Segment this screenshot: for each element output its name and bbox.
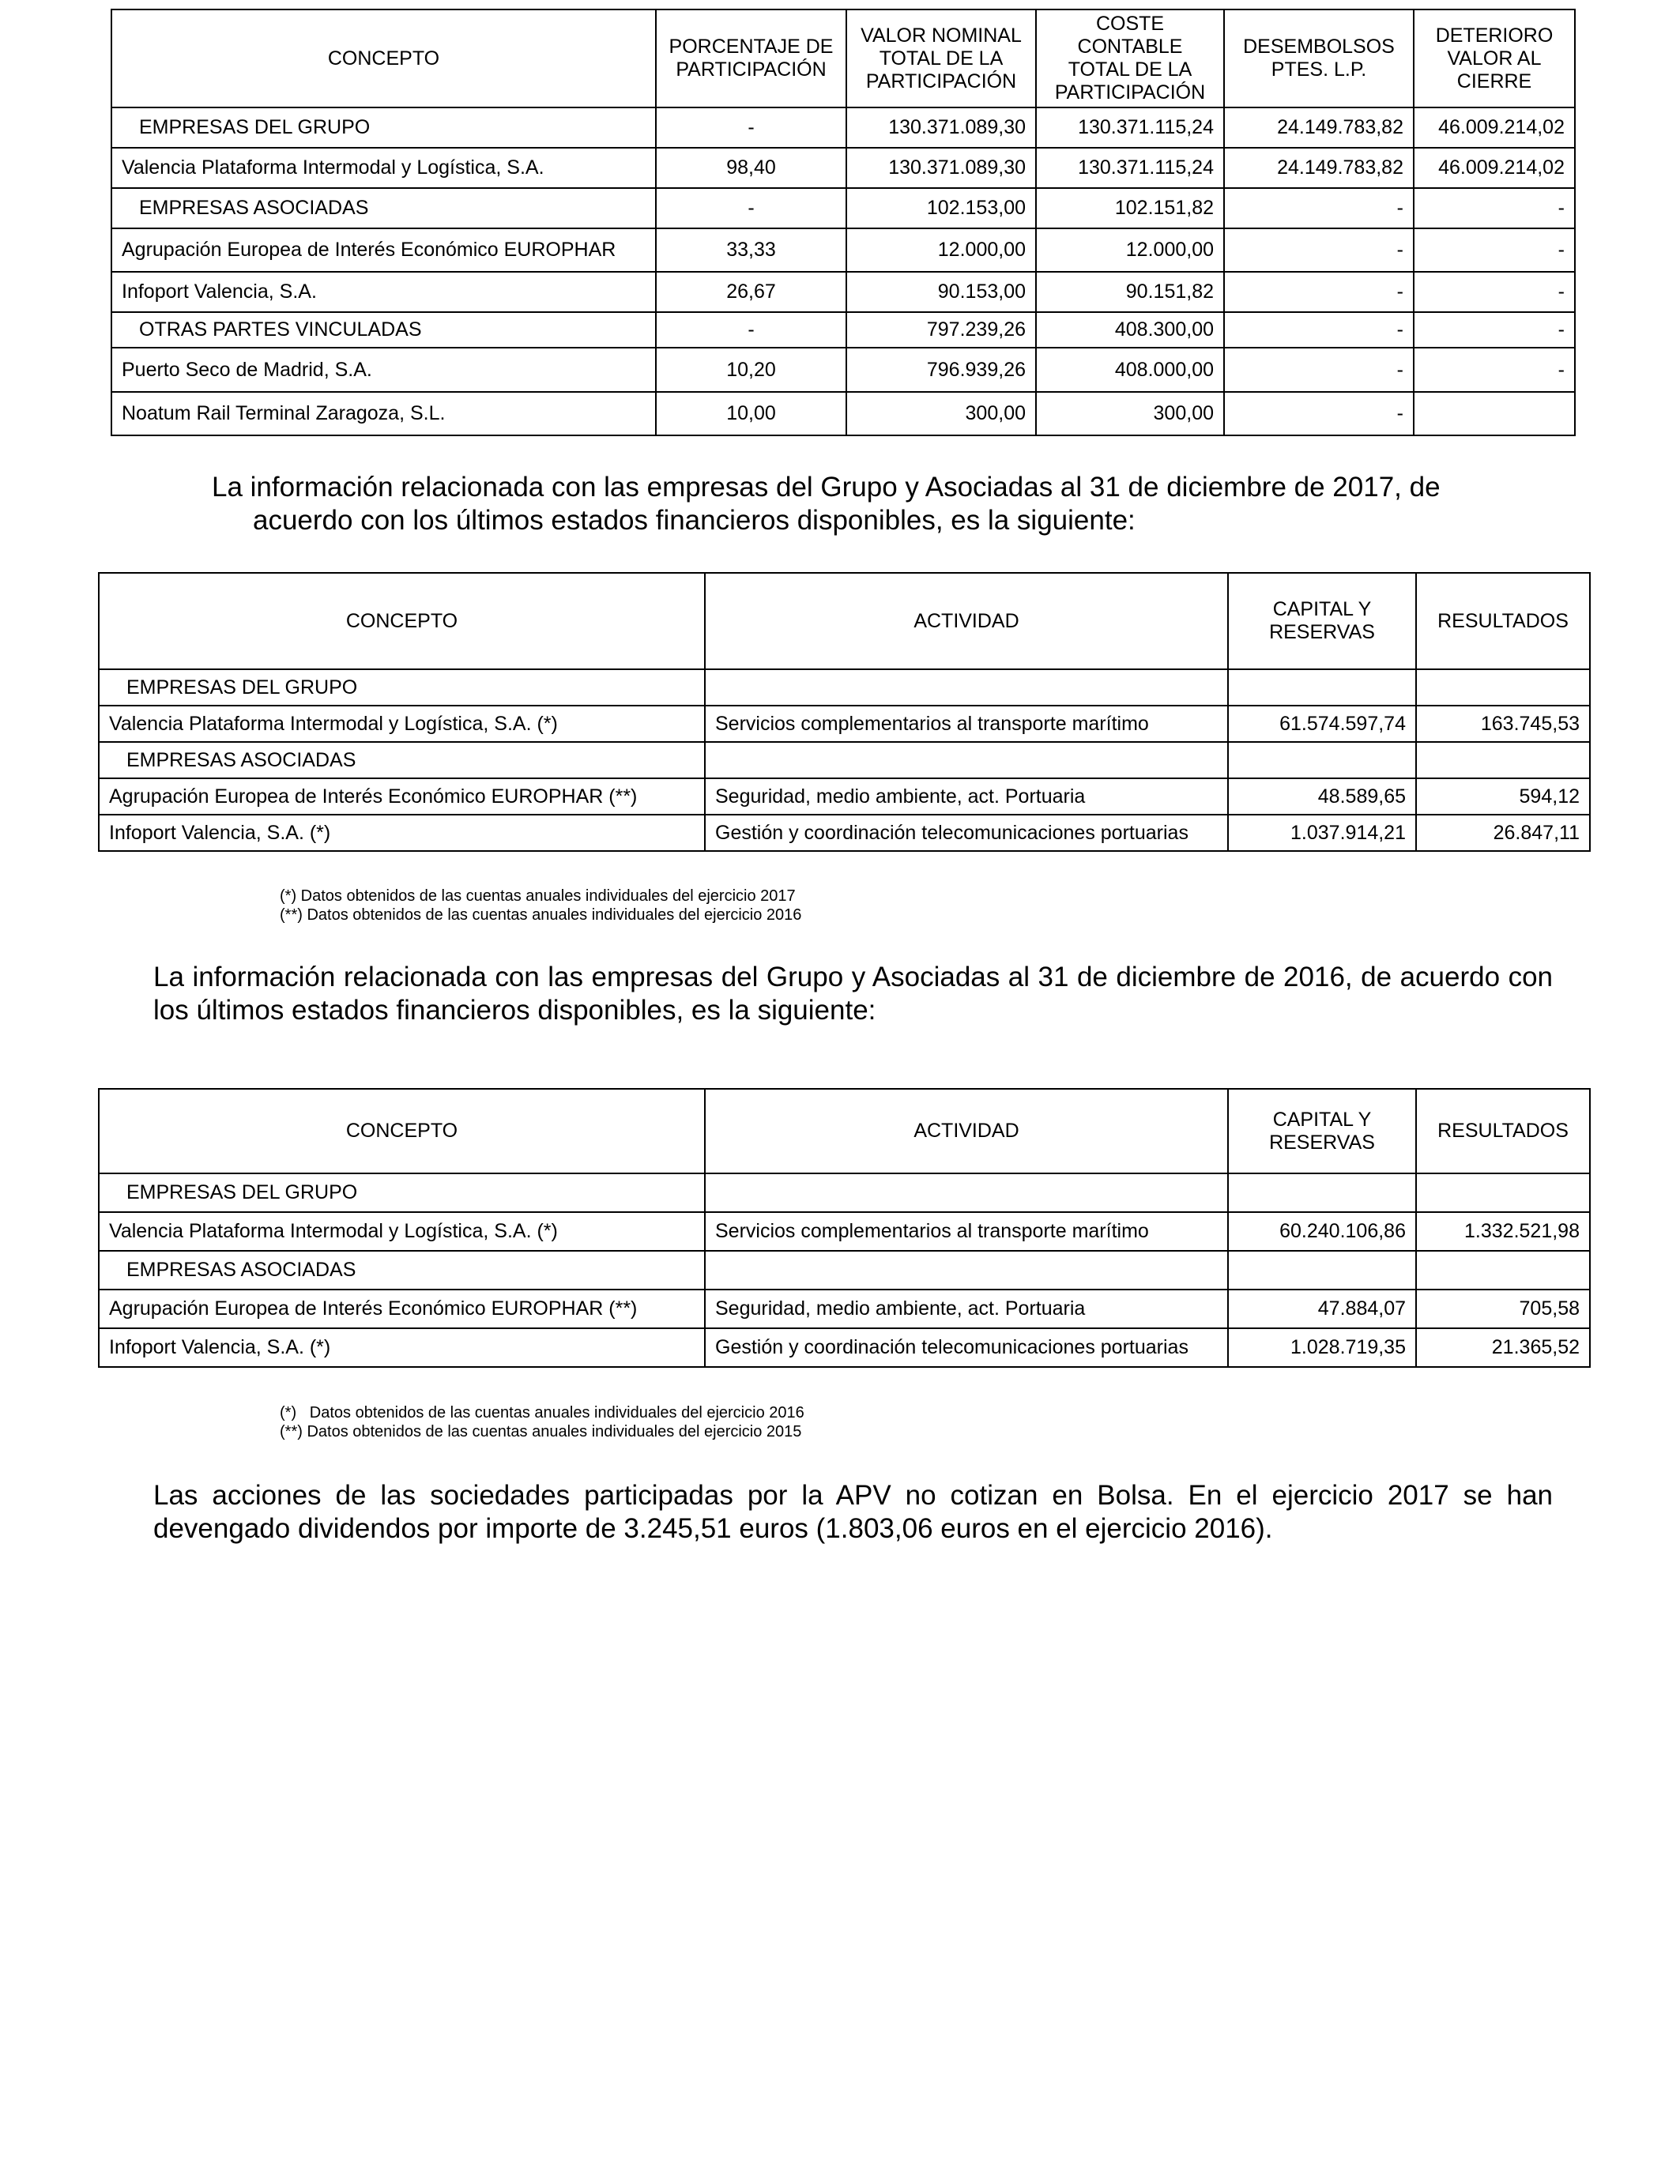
table-row bbox=[111, 312, 1575, 348]
cell-capital: 60.240.106,86 bbox=[1228, 1212, 1416, 1251]
cell-nominal: 130.371.089,30 bbox=[846, 107, 1036, 148]
intro-2016-paragraph: La información relacionada con las empresas del Grupo y Asociadas al 31 de diciembre de 2016, de acuerdo con los últimos estados financieros disponibles, es la siguiente: bbox=[153, 962, 1553, 1026]
cell-concepto: EMPRESAS DEL GRUPO bbox=[99, 1173, 705, 1212]
cell-actividad: Servicios complementarios al transporte marítimo bbox=[705, 1212, 1228, 1251]
cell-pct: 98,40 bbox=[656, 148, 846, 188]
empresas-2016-table bbox=[98, 1088, 1591, 1368]
cell-desembolsos: 24.149.783,82 bbox=[1224, 148, 1414, 188]
cell-concepto: Agrupación Europea de Interés Económico EUROPHAR bbox=[111, 228, 656, 272]
header-valor-nominal: VALOR NOMINAL TOTAL DE LA PARTICIPACIÓN bbox=[846, 9, 1036, 107]
header-capital-reservas: CAPITAL Y RESERVAS bbox=[1228, 573, 1416, 669]
table-row bbox=[111, 148, 1575, 188]
cell-nominal: 796.939,26 bbox=[846, 348, 1036, 392]
cell-nominal: 12.000,00 bbox=[846, 228, 1036, 272]
table-row bbox=[99, 1212, 1590, 1251]
cell-deterioro: - bbox=[1414, 312, 1575, 348]
cell-desembolsos: - bbox=[1224, 228, 1414, 272]
empresas-2017-table bbox=[98, 572, 1591, 852]
cell-concepto: EMPRESAS ASOCIADAS bbox=[111, 188, 656, 228]
cell-capital: 1.028.719,35 bbox=[1228, 1328, 1416, 1367]
cell-desembolsos: - bbox=[1224, 348, 1414, 392]
table-row bbox=[99, 706, 1590, 742]
cell-deterioro: 46.009.214,02 bbox=[1414, 148, 1575, 188]
header-resultados: RESULTADOS bbox=[1416, 1089, 1590, 1173]
header-desembolsos: DESEMBOLSOS PTES. L.P. bbox=[1224, 9, 1414, 107]
table-row bbox=[111, 188, 1575, 228]
header-actividad: ACTIVIDAD bbox=[705, 1089, 1228, 1173]
cell-concepto: EMPRESAS ASOCIADAS bbox=[99, 1251, 705, 1290]
cell-deterioro: - bbox=[1414, 272, 1575, 312]
cell-actividad: Seguridad, medio ambiente, act. Portuaria bbox=[705, 1290, 1228, 1328]
header-actividad: ACTIVIDAD bbox=[705, 573, 1228, 669]
cell-coste: 130.371.115,24 bbox=[1036, 107, 1224, 148]
cell-pct: - bbox=[656, 188, 846, 228]
cell-concepto: Infoport Valencia, S.A. (*) bbox=[99, 815, 705, 851]
table-row bbox=[99, 1173, 1590, 1212]
cell-concepto: Agrupación Europea de Interés Económico EUROPHAR (**) bbox=[99, 778, 705, 815]
cell-resultados: 21.365,52 bbox=[1416, 1328, 1590, 1367]
cell-pct: - bbox=[656, 107, 846, 148]
cell-concepto: EMPRESAS DEL GRUPO bbox=[111, 107, 656, 148]
intro-2017-line-1: La información relacionada con las empresas del Grupo y Asociadas al 31 de diciembre de 2017, de bbox=[212, 472, 1441, 503]
cell-pct: - bbox=[656, 312, 846, 348]
cell-resultados bbox=[1416, 1173, 1590, 1212]
cell-coste: 300,00 bbox=[1036, 392, 1224, 435]
cell-desembolsos: 24.149.783,82 bbox=[1224, 107, 1414, 148]
header-concepto: CONCEPTO bbox=[99, 573, 705, 669]
table-row bbox=[111, 392, 1575, 435]
cell-resultados: 163.745,53 bbox=[1416, 706, 1590, 742]
cell-concepto: OTRAS PARTES VINCULADAS bbox=[111, 312, 656, 348]
cell-nominal: 90.153,00 bbox=[846, 272, 1036, 312]
table-row bbox=[99, 742, 1590, 778]
table-row bbox=[111, 107, 1575, 148]
cell-nominal: 797.239,26 bbox=[846, 312, 1036, 348]
cell-actividad: Seguridad, medio ambiente, act. Portuaria bbox=[705, 778, 1228, 815]
table-row bbox=[111, 228, 1575, 272]
cell-resultados bbox=[1416, 1251, 1590, 1290]
cell-actividad bbox=[705, 669, 1228, 706]
cell-pct: 33,33 bbox=[656, 228, 846, 272]
footnote-double-asterisk: (**) Datos obtenidos de las cuentas anuales individuales del ejercicio 2015 bbox=[280, 1423, 802, 1440]
cell-actividad: Servicios complementarios al transporte marítimo bbox=[705, 706, 1228, 742]
table-row bbox=[99, 1251, 1590, 1290]
cell-desembolsos: - bbox=[1224, 312, 1414, 348]
cell-concepto: Valencia Plataforma Intermodal y Logística, S.A. bbox=[111, 148, 656, 188]
cell-nominal: 102.153,00 bbox=[846, 188, 1036, 228]
cell-capital: 1.037.914,21 bbox=[1228, 815, 1416, 851]
cell-concepto: Infoport Valencia, S.A. bbox=[111, 272, 656, 312]
header-resultados: RESULTADOS bbox=[1416, 573, 1590, 669]
table-header-row bbox=[111, 9, 1575, 107]
cell-pct: 26,67 bbox=[656, 272, 846, 312]
footnote-double-asterisk: (**) Datos obtenidos de las cuentas anuales individuales del ejercicio 2016 bbox=[280, 906, 802, 924]
cell-concepto: Puerto Seco de Madrid, S.A. bbox=[111, 348, 656, 392]
table-row bbox=[111, 348, 1575, 392]
cell-actividad bbox=[705, 742, 1228, 778]
cell-deterioro: 46.009.214,02 bbox=[1414, 107, 1575, 148]
header-concepto: CONCEPTO bbox=[99, 1089, 705, 1173]
header-deterioro: DETERIORO VALOR AL CIERRE bbox=[1414, 9, 1575, 107]
cell-coste: 408.000,00 bbox=[1036, 348, 1224, 392]
footnote-single-asterisk: (*) Datos obtenidos de las cuentas anuales individuales del ejercicio 2016 bbox=[280, 1404, 804, 1421]
table-row bbox=[99, 669, 1590, 706]
cell-desembolsos: - bbox=[1224, 188, 1414, 228]
cell-concepto: EMPRESAS DEL GRUPO bbox=[99, 669, 705, 706]
cell-concepto: Valencia Plataforma Intermodal y Logística, S.A. (*) bbox=[99, 706, 705, 742]
cell-nominal: 300,00 bbox=[846, 392, 1036, 435]
cell-actividad bbox=[705, 1251, 1228, 1290]
cell-actividad: Gestión y coordinación telecomunicaciones portuarias bbox=[705, 815, 1228, 851]
participaciones-table bbox=[111, 9, 1576, 436]
cell-pct: 10,20 bbox=[656, 348, 846, 392]
cell-coste: 408.300,00 bbox=[1036, 312, 1224, 348]
cell-deterioro: - bbox=[1414, 188, 1575, 228]
cell-actividad: Gestión y coordinación telecomunicaciones portuarias bbox=[705, 1328, 1228, 1367]
intro-2017-line-2: acuerdo con los últimos estados financieros disponibles, es la siguiente: bbox=[253, 505, 1136, 536]
cell-resultados: 705,58 bbox=[1416, 1290, 1590, 1328]
dividendos-paragraph: Las acciones de las sociedades participadas por la APV no cotizan en Bolsa. En el ejercicio 2017 se han devengado dividendos por importe de 3.245,51 euros (1.803,06 euros en el ejercicio 2016). bbox=[153, 1480, 1553, 1544]
cell-resultados: 26.847,11 bbox=[1416, 815, 1590, 851]
cell-coste: 12.000,00 bbox=[1036, 228, 1224, 272]
table-row bbox=[111, 272, 1575, 312]
cell-capital bbox=[1228, 1173, 1416, 1212]
cell-resultados: 594,12 bbox=[1416, 778, 1590, 815]
footnotes-2017 bbox=[280, 887, 801, 924]
cell-deterioro: - bbox=[1414, 228, 1575, 272]
table-header-row bbox=[99, 573, 1590, 669]
header-porcentaje: PORCENTAJE DE PARTICIPACIÓN bbox=[656, 9, 846, 107]
table-row bbox=[99, 1290, 1590, 1328]
table-row bbox=[99, 778, 1590, 815]
cell-concepto: Agrupación Europea de Interés Económico EUROPHAR (**) bbox=[99, 1290, 705, 1328]
header-coste-contable: COSTE CONTABLE TOTAL DE LA PARTICIPACIÓN bbox=[1036, 9, 1224, 107]
cell-capital bbox=[1228, 669, 1416, 706]
footnote-single-asterisk: (*) Datos obtenidos de las cuentas anuales individuales del ejercicio 2017 bbox=[280, 887, 796, 905]
cell-resultados bbox=[1416, 742, 1590, 778]
cell-capital bbox=[1228, 742, 1416, 778]
cell-capital bbox=[1228, 1251, 1416, 1290]
table-row bbox=[99, 815, 1590, 851]
cell-nominal: 130.371.089,30 bbox=[846, 148, 1036, 188]
cell-deterioro: - bbox=[1414, 348, 1575, 392]
cell-concepto: Valencia Plataforma Intermodal y Logística, S.A. (*) bbox=[99, 1212, 705, 1251]
cell-concepto: EMPRESAS ASOCIADAS bbox=[99, 742, 705, 778]
cell-capital: 61.574.597,74 bbox=[1228, 706, 1416, 742]
header-capital-reservas: CAPITAL Y RESERVAS bbox=[1228, 1089, 1416, 1173]
table-header-row bbox=[99, 1089, 1590, 1173]
cell-resultados bbox=[1416, 669, 1590, 706]
cell-coste: 130.371.115,24 bbox=[1036, 148, 1224, 188]
footnotes-2016 bbox=[280, 1403, 804, 1441]
cell-concepto: Infoport Valencia, S.A. (*) bbox=[99, 1328, 705, 1367]
cell-capital: 47.884,07 bbox=[1228, 1290, 1416, 1328]
header-concepto: CONCEPTO bbox=[111, 9, 656, 107]
cell-pct: 10,00 bbox=[656, 392, 846, 435]
cell-desembolsos: - bbox=[1224, 392, 1414, 435]
cell-deterioro bbox=[1414, 392, 1575, 435]
cell-coste: 102.151,82 bbox=[1036, 188, 1224, 228]
intro-2017-paragraph bbox=[212, 471, 1553, 537]
table-row bbox=[99, 1328, 1590, 1367]
cell-resultados: 1.332.521,98 bbox=[1416, 1212, 1590, 1251]
cell-capital: 48.589,65 bbox=[1228, 778, 1416, 815]
cell-desembolsos: - bbox=[1224, 272, 1414, 312]
cell-concepto: Noatum Rail Terminal Zaragoza, S.L. bbox=[111, 392, 656, 435]
cell-actividad bbox=[705, 1173, 1228, 1212]
cell-coste: 90.151,82 bbox=[1036, 272, 1224, 312]
